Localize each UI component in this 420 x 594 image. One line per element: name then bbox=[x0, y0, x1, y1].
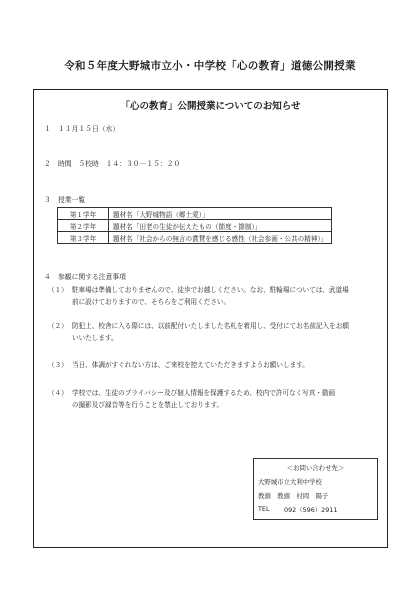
section-2-number: ２ bbox=[44, 160, 51, 168]
table-row bbox=[58, 208, 332, 220]
section-2-time: 時間 ５校時 １４：３０－１５：２０ bbox=[58, 160, 181, 168]
table-row bbox=[58, 220, 332, 232]
note-line: 防犯上、校舎に入る際には、以前配付いたしました名札を着用し、受付にてお名前記入をお願 bbox=[72, 322, 349, 330]
subject-cell: 題材名「社会からの無言の賞賛を感じる感性（社会参画・公共の精神）」 bbox=[109, 232, 332, 244]
note-number: （２） bbox=[48, 322, 68, 330]
note-number: （４） bbox=[48, 389, 68, 397]
section-1-number: １ bbox=[44, 125, 51, 133]
contact-school: 大野城市立大利中学校 bbox=[258, 478, 322, 486]
contact-heading: ＜お問い合わせ先＞ bbox=[286, 464, 345, 472]
section-4-number: ４ bbox=[44, 273, 51, 281]
note-line: 当日、体調がすぐれない方は、ご来校を控えていただきますようお願いします。 bbox=[72, 361, 309, 369]
section-1-date: １１月１５日（水） bbox=[58, 125, 120, 133]
note-line: 駐車場は準備しておりませんので、徒歩でお越しください。なお、駐輪場については、武道場 bbox=[72, 286, 349, 294]
grade-cell: 第３学年 bbox=[58, 232, 109, 244]
contact-person: 教頭 教頭 村岡 陽子 bbox=[258, 492, 329, 500]
note-4 bbox=[48, 387, 378, 411]
note-line: 前に設けておりますので、そちらをご利用ください。 bbox=[72, 298, 231, 306]
page-title: 令和５年度大野城市立小・中学校「心の教育」道徳公開授業 bbox=[64, 60, 356, 72]
section-3-heading: 授業一覧 bbox=[58, 196, 86, 204]
note-line: 学校では、生徒のプライバシー及び個人情報を保護するため、校内で許可なく写真・動画 bbox=[72, 389, 336, 397]
contact-tel: 092（596）2911 bbox=[284, 506, 338, 514]
section-4-heading: 参観に関する注意事項 bbox=[58, 273, 126, 281]
note-3 bbox=[48, 359, 378, 371]
contact-tel-label: TEL bbox=[258, 505, 270, 513]
note-number: （３） bbox=[48, 361, 68, 369]
subject-cell: 題材名「大野城物語（郷土愛）」 bbox=[109, 208, 332, 220]
table-row bbox=[58, 232, 332, 244]
notice-subtitle: 「心の教育」公開授業についてのお知らせ bbox=[120, 101, 301, 112]
class-list-table bbox=[57, 207, 332, 244]
section-3-number: ３ bbox=[44, 196, 51, 204]
grade-cell: 第２学年 bbox=[58, 220, 109, 232]
note-line: いいたします。 bbox=[72, 334, 118, 342]
grade-cell: 第１学年 bbox=[58, 208, 109, 220]
contact-box bbox=[253, 458, 378, 520]
note-2 bbox=[48, 320, 378, 344]
note-1 bbox=[48, 284, 378, 308]
note-line: の撮影及び録音等を行うことを禁止しております。 bbox=[72, 401, 224, 409]
subject-cell: 題材名「田老の生徒が伝えたもの（節度・節制）」 bbox=[109, 220, 332, 232]
note-number: （１） bbox=[48, 286, 68, 294]
